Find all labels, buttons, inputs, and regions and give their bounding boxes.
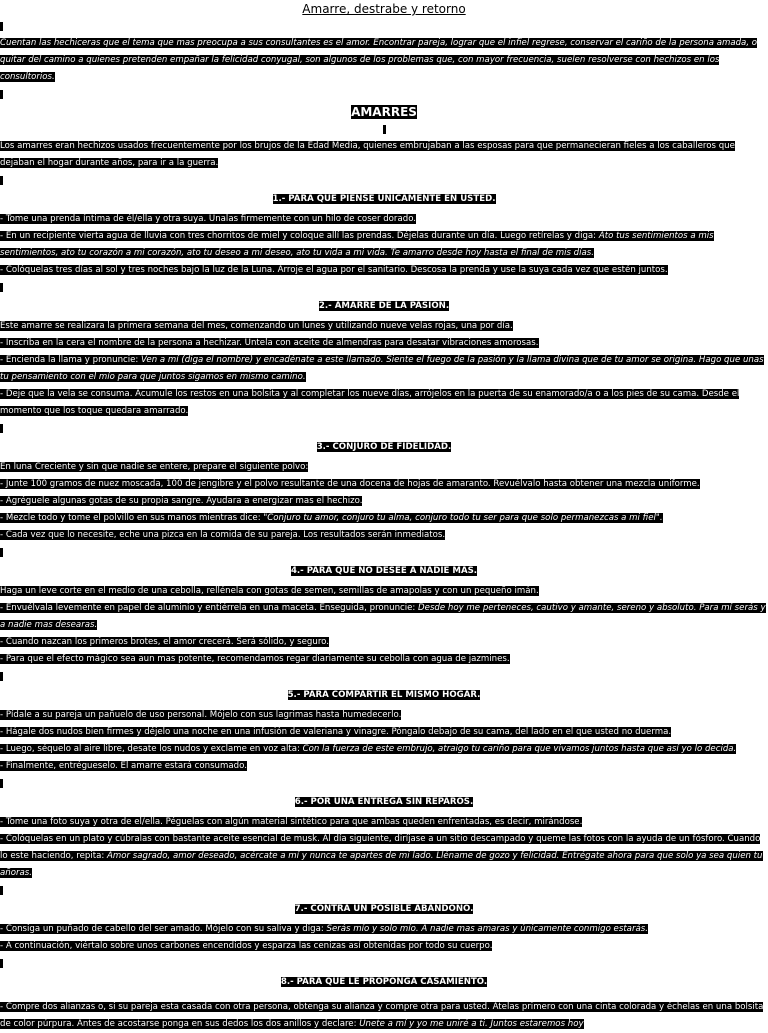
spell-3-intro: En luna Creciente y sin que nadie se entere, prepare el siguiente polvo: — [0, 462, 309, 472]
paragraph-marker — [0, 22, 3, 31]
paragraph-marker — [383, 125, 386, 134]
spell-4-step: - Cuando nazcan los primeros brotes, el amor crecerá. Será sólido, y seguro. — [0, 637, 330, 647]
spell-heading-8: 8.- PARA QUE LE PROPONGA CASAMIENTO. — [280, 977, 488, 987]
paragraph-marker — [0, 283, 3, 292]
spell-6-step: - Colóquelas en un plato y cúbralas con bastante aceite esencial de musk. Al día siguiente, diríjase a un sitio descampado y queme las fotos con la ayuda de un fósforo. Cuando lo este haciendo, repita: Amor sagrado, amor deseado, acércate a mí y nunca te apartes de mi lado. Lléname de gozo y felicidad. Entrégate ahora para que solo ya sea quien tu añoras. — [0, 834, 763, 878]
spell-7-step: - A continuación, viértalo sobre unos carbones encendidos y esparza las cenizas así obtenidas por todo su cuerpo. — [0, 941, 493, 951]
spell-heading-2: 2.- AMARRE DE LA PASIÓN. — [318, 301, 450, 311]
paragraph-marker — [0, 886, 3, 895]
spell-8-step: - Compre dos alianzas o, si su pareja esta casada con otra persona, obtenga su alianza y compre otra para usted. Atelas primero con una cinta colorada y échelas en una bolsita de color púrpura. Antes de acostarse ponga en sus dedos los dos anillos y declare: Únete a mí y yo me uniré a ti. Juntos estaremos hoy — [0, 1002, 764, 1029]
spell-5-step: - Hágale dos nudos bien firmes y déjelo una noche en una infusión de valeriana y vinagre. Póngalo debajo de su cama, del lado en el que usted no duerma. — [0, 727, 672, 737]
paragraph-marker — [0, 779, 3, 788]
spell-heading-1: 1.- PARA QUE PIENSE ÚNICAMENTE EN USTED. — [272, 194, 496, 204]
spell-4-step: - Para que el efecto mágico sea aun mas potente, recomendamos regar diariamente su cebolla con agua de jazmines. — [0, 654, 510, 664]
paragraph-marker — [0, 959, 3, 968]
spell-5-step: - Pídale a su pareja un pañuelo de uso personal. Mójelo con sus lagrimas hasta humedecerlo. — [0, 710, 402, 720]
spell-1-step: - Colóquelas tres días al sol y tres noches bajo la luz de la Luna. Arroje el agua por el sanitario. Descosa la prenda y use la suya cada vez que estén juntos. — [0, 265, 668, 275]
spell-heading-3: 3.- CONJURO DE FIDELIDAD. — [316, 442, 452, 452]
spell-2-step: - Deje que la vela se consuma. Acumule los restos en una bolsita y al completar los nueve días, arrójelos en la puerta de su enamorado/a o a los pies de su cama. Desde el momento que los toque quedara amarrado. — [0, 389, 740, 416]
spell-3-step: - Cada vez que lo necesite, eche una pizca en la comida de su pareja. Los resultados serán inmediatos. — [0, 530, 446, 540]
spell-2-intro: Este amarre se realizara la primera semana del mes, comenzando un lunes y utilizando nueve velas rojas, una por día. — [0, 321, 513, 331]
spell-5-step: - Finalmente, entrégueselo. El amarre estará consumado. — [0, 761, 247, 771]
spell-heading-7: 7.- CONTRA UN POSIBLE ABANDONO. — [294, 904, 474, 914]
spell-2-step: - Encienda la llama y pronuncie: Ven a mí (diga el nombre) y encadénate a este llamado. Siente el fuego de la pasión y la llama divina que de tu amor se origina. Hago que unas tu pensamiento con el mío para que juntos sigamos en mismo camino. — [0, 355, 764, 382]
spell-1-step: - Tome una prenda íntima de él/ella y otra suya. Unalas firmemente con un hilo de coser dorado. — [0, 214, 417, 224]
section-heading-amarres: AMARRES — [351, 105, 417, 119]
spell-heading-6: 6.- POR UNA ENTREGA SIN REPAROS. — [294, 797, 474, 807]
paragraph-marker — [0, 548, 3, 557]
spell-2-step: - Inscriba en la cera el nombre de la persona a hechizar. Untela con aceite de almendras para desatar vibraciones amorosas. — [0, 338, 539, 348]
paragraph-marker — [0, 176, 3, 185]
spell-6-step: - Tome una foto suya y otra de el/ella. Péguelas con algún material sintético para que ambas queden enfrentadas, es decir, mirándose. — [0, 817, 583, 827]
spell-heading-4: 4.- PARA QUE NO DESEE A NADIE MAS. — [290, 566, 478, 576]
spell-3-step: - Mezcle todo y tome el polvillo en sus manos mientras dice: "Conjuro tu amor, conjuro tu alma, conjuro todo tu ser para que solo permanezcas a mi fiel". — [0, 513, 663, 523]
spell-3-step: - Junte 100 gramos de nuez moscada, 100 de jengibre y el polvo resultante de una docena de hojas de amaranto. Revuélvalo hasta obtener una mezcla uniforme. — [0, 479, 700, 489]
paragraph-marker — [0, 672, 3, 681]
spell-7-step: - Consiga un puñado de cabello del ser amado. Mójelo con su saliva y diga: Serás mío y solo mío. A nadie mas amaras y únicamente conmigo estarás. — [0, 924, 648, 934]
paragraph-marker — [0, 424, 3, 433]
spell-4-intro: Haga un leve corte en el medio de una cebolla, rellénela con gotas de semen, semillas de amapolas y con un pequeño imán. — [0, 586, 539, 596]
spell-5-step: - Luego, séquelo al aire libre, desate los nudos y exclame en voz alta: Con la fuerza de este embrujo, atraigo tu cariño para que vivamos juntos hasta que así yo lo decida. — [0, 744, 737, 754]
paragraph-marker — [0, 90, 3, 99]
intro-paragraph: Cuentan las hechiceras que el tema que mas preocupa a sus consultantes es el amor. Encontrar pareja, lograr que el infiel regrese, conservar el cariño de la persona amada, o quitar del camino a quienes pretenden empañar la felicidad conyugal, son algunos de los problemas que, con mayor frecuencia, suelen resolverse con hechizos en los consultorios. — [0, 38, 758, 82]
document-title: Amarre, destrabe y retorno — [302, 2, 466, 16]
spell-1-step: - En un recipiente vierta agua de lluvia con tres chorritos de miel y coloque allí las prendas. Déjelas durante un día. Luego retírelas y diga: Ato tus sentimientos a mis sentimientos, ato tu corazón a mi corazón, ato tu deseo a mi deseo, ato tu vida a mi vida. Te amarro desde hoy hasta el final de mis días. — [0, 231, 714, 258]
section-intro: Los amarres eran hechizos usados frecuentemente por los brujos de la Edad Media, quienes embrujaban a las esposas para que permanecieran fieles a los caballeros que dejaban el hogar durante años, para ir a la guerra. — [0, 141, 735, 168]
spell-heading-5: 5.- PARA COMPARTIR EL MISMO HOGAR. — [287, 690, 481, 700]
spell-3-step: - Agréguele algunas gotas de su propia sangre. Ayudara a energizar mas el hechizo. — [0, 496, 363, 506]
spell-4-step: - Envuélvala levemente en papel de aluminio y entiérrela en una maceta. Enseguida, pronuncie: Desde hoy me perteneces, cautivo y amante, sereno y absoluto. Para mí serás y a nadie mas desearas. — [0, 603, 766, 630]
